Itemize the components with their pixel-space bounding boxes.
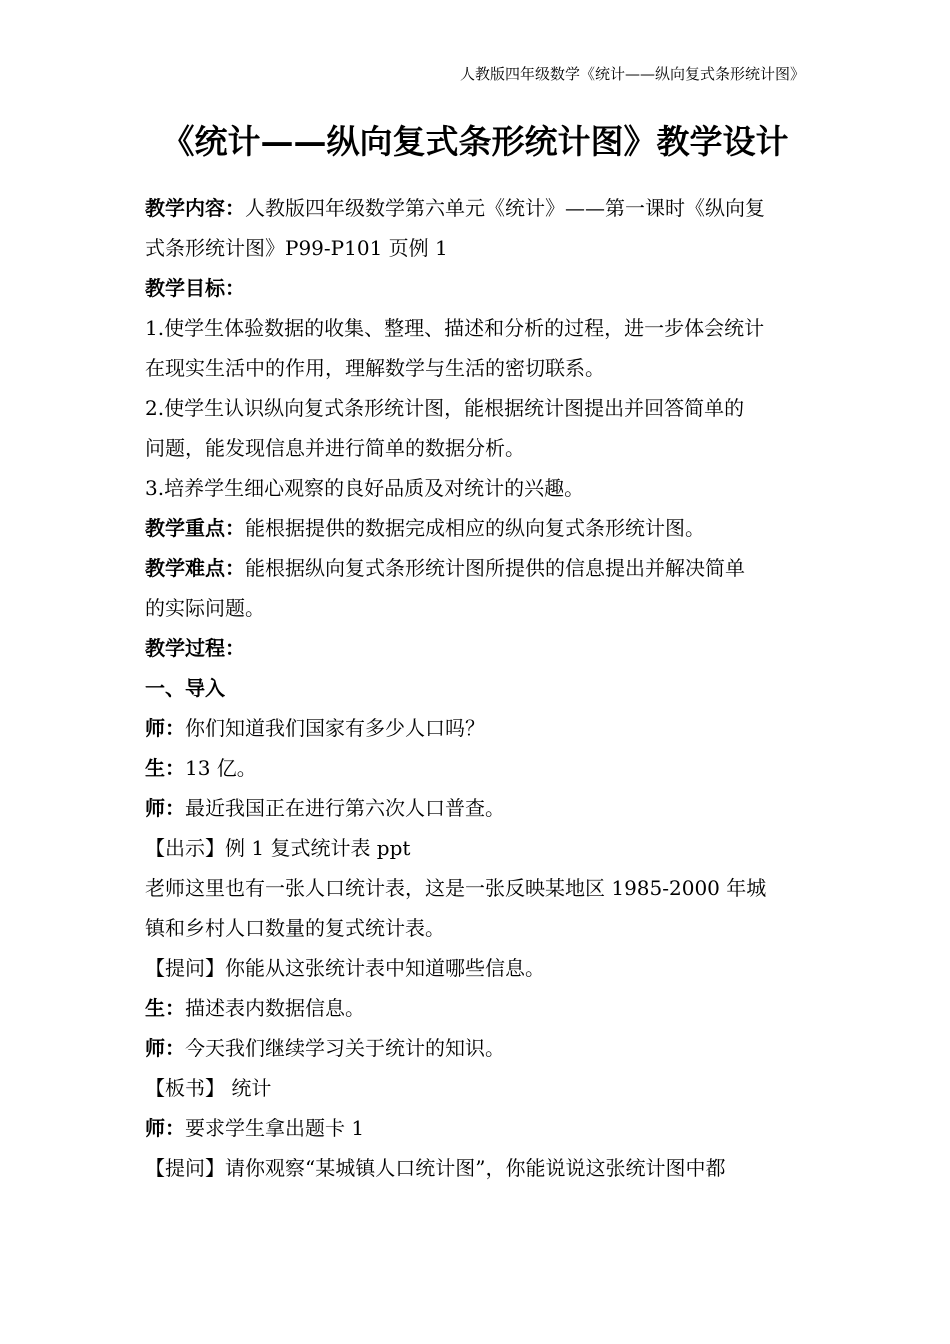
running-header: 人教版四年级数学《统计——纵向复式条形统计图》 (459, 65, 805, 83)
line-text: 问题，能发现信息并进行简单的数据分析。 (145, 436, 525, 460)
paragraph-line (145, 468, 809, 508)
paragraph-line (145, 308, 809, 348)
paragraph-line (145, 1148, 809, 1188)
bold-label: 教学过程： (145, 636, 245, 660)
dialogue-line (145, 1108, 809, 1148)
paragraph-line (145, 948, 809, 988)
line-text: 3.培养学生细心观察的良好品质及对统计的兴趣。 (145, 476, 585, 500)
dialogue-line (145, 788, 809, 828)
document-title: 《统计——纵向复式条形统计图》教学设计 (161, 122, 789, 161)
line-text: 的实际问题。 (145, 596, 265, 620)
document-body (145, 188, 809, 1188)
paragraph-line (145, 188, 809, 228)
paragraph-line (145, 508, 809, 548)
line-text: 1.使学生体验数据的收集、整理、描述和分析的过程，进一步体会统计 (145, 316, 765, 340)
line-text: 在现实生活中的作用，理解数学与生活的密切联系。 (145, 356, 605, 380)
line-text: 最近我国正在进行第六次人口普查。 (185, 796, 505, 820)
paragraph-line (145, 268, 809, 308)
bold-label: 教学难点： (145, 556, 245, 580)
speaker-label: 生： (145, 756, 185, 780)
line-text: 式条形统计图》P99-P101 页例 1 (145, 236, 448, 260)
paragraph-line (145, 228, 809, 268)
speaker-label: 师： (145, 1036, 185, 1060)
bold-label: 教学重点： (145, 516, 245, 540)
line-text: 【板书】 统计 (145, 1076, 272, 1100)
line-text: 描述表内数据信息。 (185, 996, 365, 1020)
paragraph-line (145, 348, 809, 388)
dialogue-line (145, 1028, 809, 1068)
line-text: 能根据纵向复式条形统计图所提供的信息提出并解决简单 (245, 556, 745, 580)
paragraph-line (145, 908, 809, 948)
line-text: 今天我们继续学习关于统计的知识。 (185, 1036, 505, 1060)
line-text: 【提问】你能从这张统计表中知道哪些信息。 (145, 956, 545, 980)
line-text: 要求学生拿出题卡 1 (185, 1116, 365, 1140)
line-text: 【提问】请你观察“某城镇人口统计图”，你能说说这张统计图中都 (145, 1156, 726, 1180)
section-heading (145, 668, 809, 708)
paragraph-line (145, 628, 809, 668)
dialogue-line (145, 708, 809, 748)
paragraph-line (145, 868, 809, 908)
bold-label: 教学目标： (145, 276, 245, 300)
paragraph-line (145, 828, 809, 868)
bold-label: 一、导入 (145, 676, 225, 700)
line-text: 老师这里也有一张人口统计表，这是一张反映某地区 1985-2000 年城 (145, 876, 767, 900)
line-text: 镇和乡村人口数量的复式统计表。 (145, 916, 445, 940)
line-text: 13 亿。 (185, 756, 257, 780)
line-text: 2.使学生认识纵向复式条形统计图，能根据统计图提出并回答简单的 (145, 396, 745, 420)
speaker-label: 生： (145, 996, 185, 1020)
speaker-label: 师： (145, 1116, 185, 1140)
line-text: 【出示】例 1 复式统计表 ppt (145, 836, 411, 860)
paragraph-line (145, 548, 809, 588)
line-text: 人教版四年级数学第六单元《统计》——第一课时《纵向复 (245, 196, 765, 220)
line-text: 能根据提供的数据完成相应的纵向复式条形统计图。 (245, 516, 705, 540)
paragraph-line (145, 588, 809, 628)
paragraph-line (145, 428, 809, 468)
dialogue-line (145, 748, 809, 788)
speaker-label: 师： (145, 796, 185, 820)
bold-label: 教学内容： (145, 196, 245, 220)
paragraph-line (145, 388, 809, 428)
speaker-label: 师： (145, 716, 185, 740)
line-text: 你们知道我们国家有多少人口吗？ (185, 716, 485, 740)
paragraph-line (145, 1068, 809, 1108)
dialogue-line (145, 988, 809, 1028)
